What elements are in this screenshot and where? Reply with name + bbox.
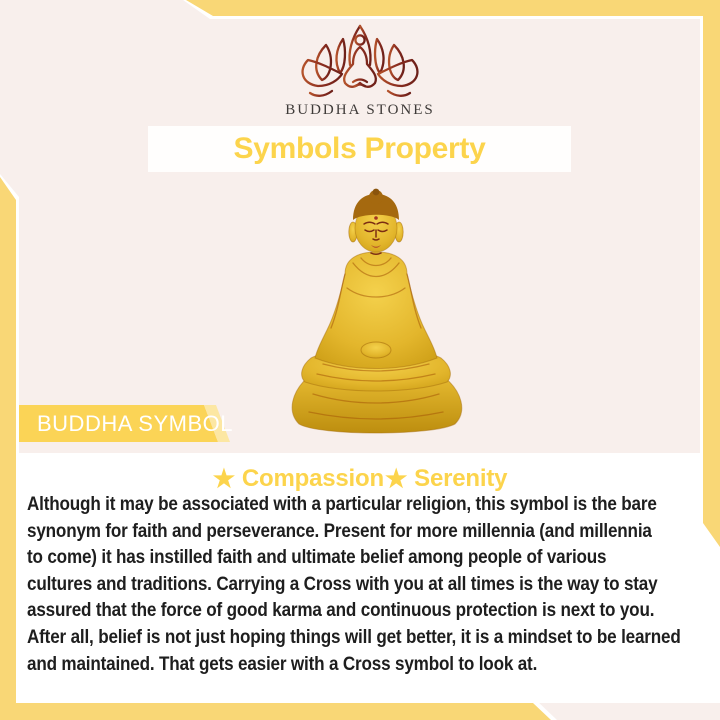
paragraph-line: assured that the force of good karma and continuous protection is next to you. — [27, 600, 655, 622]
frame-left-bar — [0, 177, 16, 720]
frame-bottom-band — [0, 703, 551, 720]
paragraph-line: cultures and traditions. Carrying a Cross with you at all times is the way to stay — [27, 573, 658, 595]
golden-buddha-illustration-icon — [283, 188, 469, 438]
traits-heading — [0, 464, 720, 494]
description-paragraph — [27, 492, 720, 678]
trait-serenity: Serenity — [414, 465, 508, 492]
trait-compassion: Compassion — [241, 465, 384, 492]
paragraph-line: Although it may be associated with a particular religion, this symbol is the bare — [27, 494, 657, 515]
paragraph-line: synonym for faith and perseverance. Present for more millennia (and millennia — [27, 520, 652, 542]
page-title: Symbols Property — [233, 132, 486, 165]
star-icon: ★ — [212, 465, 235, 493]
frame-top-band — [186, 0, 720, 16]
ribbon-label-text: BUDDHA SYMBOL — [37, 410, 233, 436]
brand-name: BUDDHA STONES — [285, 102, 435, 118]
title-banner — [148, 126, 571, 172]
lotus-meditator-logo-icon — [296, 24, 424, 100]
paragraph-line: and maintained. That gets easier with a Cross symbol to look at. — [27, 653, 538, 675]
paragraph-line: After all, belief is not just hoping things will get better, it is a mindset to be learned — [27, 626, 681, 648]
paragraph-line: to come) it has instilled faith and ultimate belief among people of various — [27, 547, 607, 569]
buddha-symbol-ribbon — [19, 405, 233, 442]
star-icon: ★ — [384, 465, 408, 493]
